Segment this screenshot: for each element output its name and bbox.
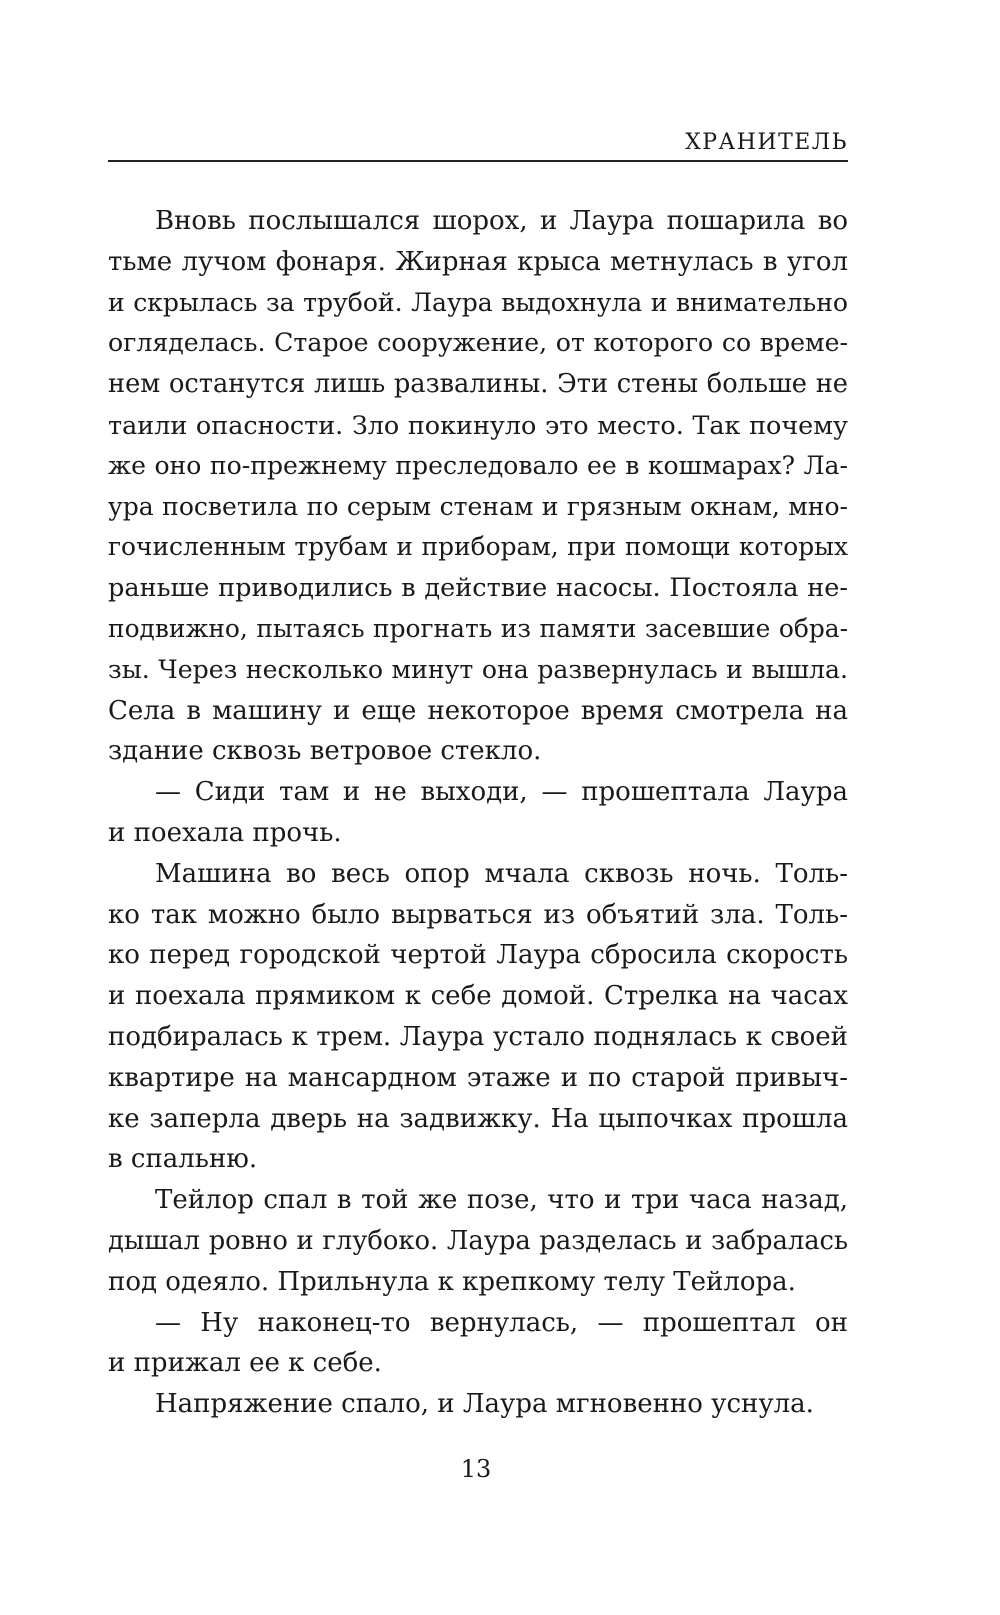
text-line: раньше приводились в действие насосы. Постояла не- <box>108 573 848 604</box>
text-line: здание сквозь ветровое стекло. <box>108 736 542 767</box>
text-line: Села в машину и еще некоторое время смотрела на <box>108 695 848 726</box>
text-line: Машина во весь опор мчала сквозь ночь. Толь- <box>155 858 848 889</box>
text-line: ке заперла дверь на задвижку. На цыпочках прошла <box>108 1103 848 1134</box>
text-line: огляделась. Старое сооружение, от которого со време- <box>108 328 848 358</box>
text-line: в спальню. <box>108 1144 258 1175</box>
text-line: — Ну наконец-то вернулась, — прошептал он <box>155 1307 848 1338</box>
text-line: тьме лучом фонаря. Жирная крыса метнулась в угол <box>108 246 848 277</box>
body-text <box>108 201 848 1425</box>
text-line: под одеяло. Прильнула к крепкому телу Тейлора. <box>108 1266 796 1297</box>
text-line: и поехала прямиком к себе домой. Стрелка на часах <box>108 981 848 1012</box>
text-line: подвижно, пытаясь прогнать из памяти засевшие обра- <box>108 613 848 643</box>
text-line: же оно по-прежнему преследовало ее в кошмарах? Ла- <box>108 450 848 480</box>
text-line: квартире на мансардном этаже и по старой привыч- <box>108 1062 848 1093</box>
page-number: 13 <box>460 1455 492 1483</box>
text-line: и скрылась за трубой. Лаура выдохнула и внимательно <box>108 287 848 317</box>
text-line: и поехала прочь. <box>108 817 342 848</box>
text-line: ко перед городской чертой Лаура сбросила скорость <box>108 940 848 971</box>
text-line: ко так можно было вырваться из объятий зла. Толь- <box>108 899 848 930</box>
text-line: и прижал ее к себе. <box>108 1348 382 1379</box>
text-line: подбиралась к трем. Лаура устало поднялась к своей <box>108 1021 848 1052</box>
text-line: нем останутся лишь развалины. Эти стены больше не <box>108 369 848 400</box>
text-line: таили опасности. Зло покинуло это место. Так почему <box>108 409 848 440</box>
text-line: Тейлор спал в той же позе, что и три часа назад, <box>155 1185 848 1216</box>
text-line: Вновь послышался шорох, и Лаура пошарила во <box>155 206 848 236</box>
text-line: ура посветила по серым стенам и грязным окнам, мно- <box>108 491 848 521</box>
text-line: зы. Через несколько минут она развернулась и вышла. <box>108 654 848 684</box>
text-line: дышал ровно и глубоко. Лаура разделась и забралась <box>108 1225 848 1256</box>
text-line: Напряжение спало, и Лаура мгновенно уснула. <box>155 1389 814 1420</box>
text-line: гочисленным трубам и приборам, при помощи которых <box>108 532 848 562</box>
text-line: — Сиди там и не выходи, — прошептала Лаура <box>155 777 848 808</box>
running-title: ХРАНИТЕЛЬ <box>685 130 848 155</box>
running-header <box>108 128 848 162</box>
